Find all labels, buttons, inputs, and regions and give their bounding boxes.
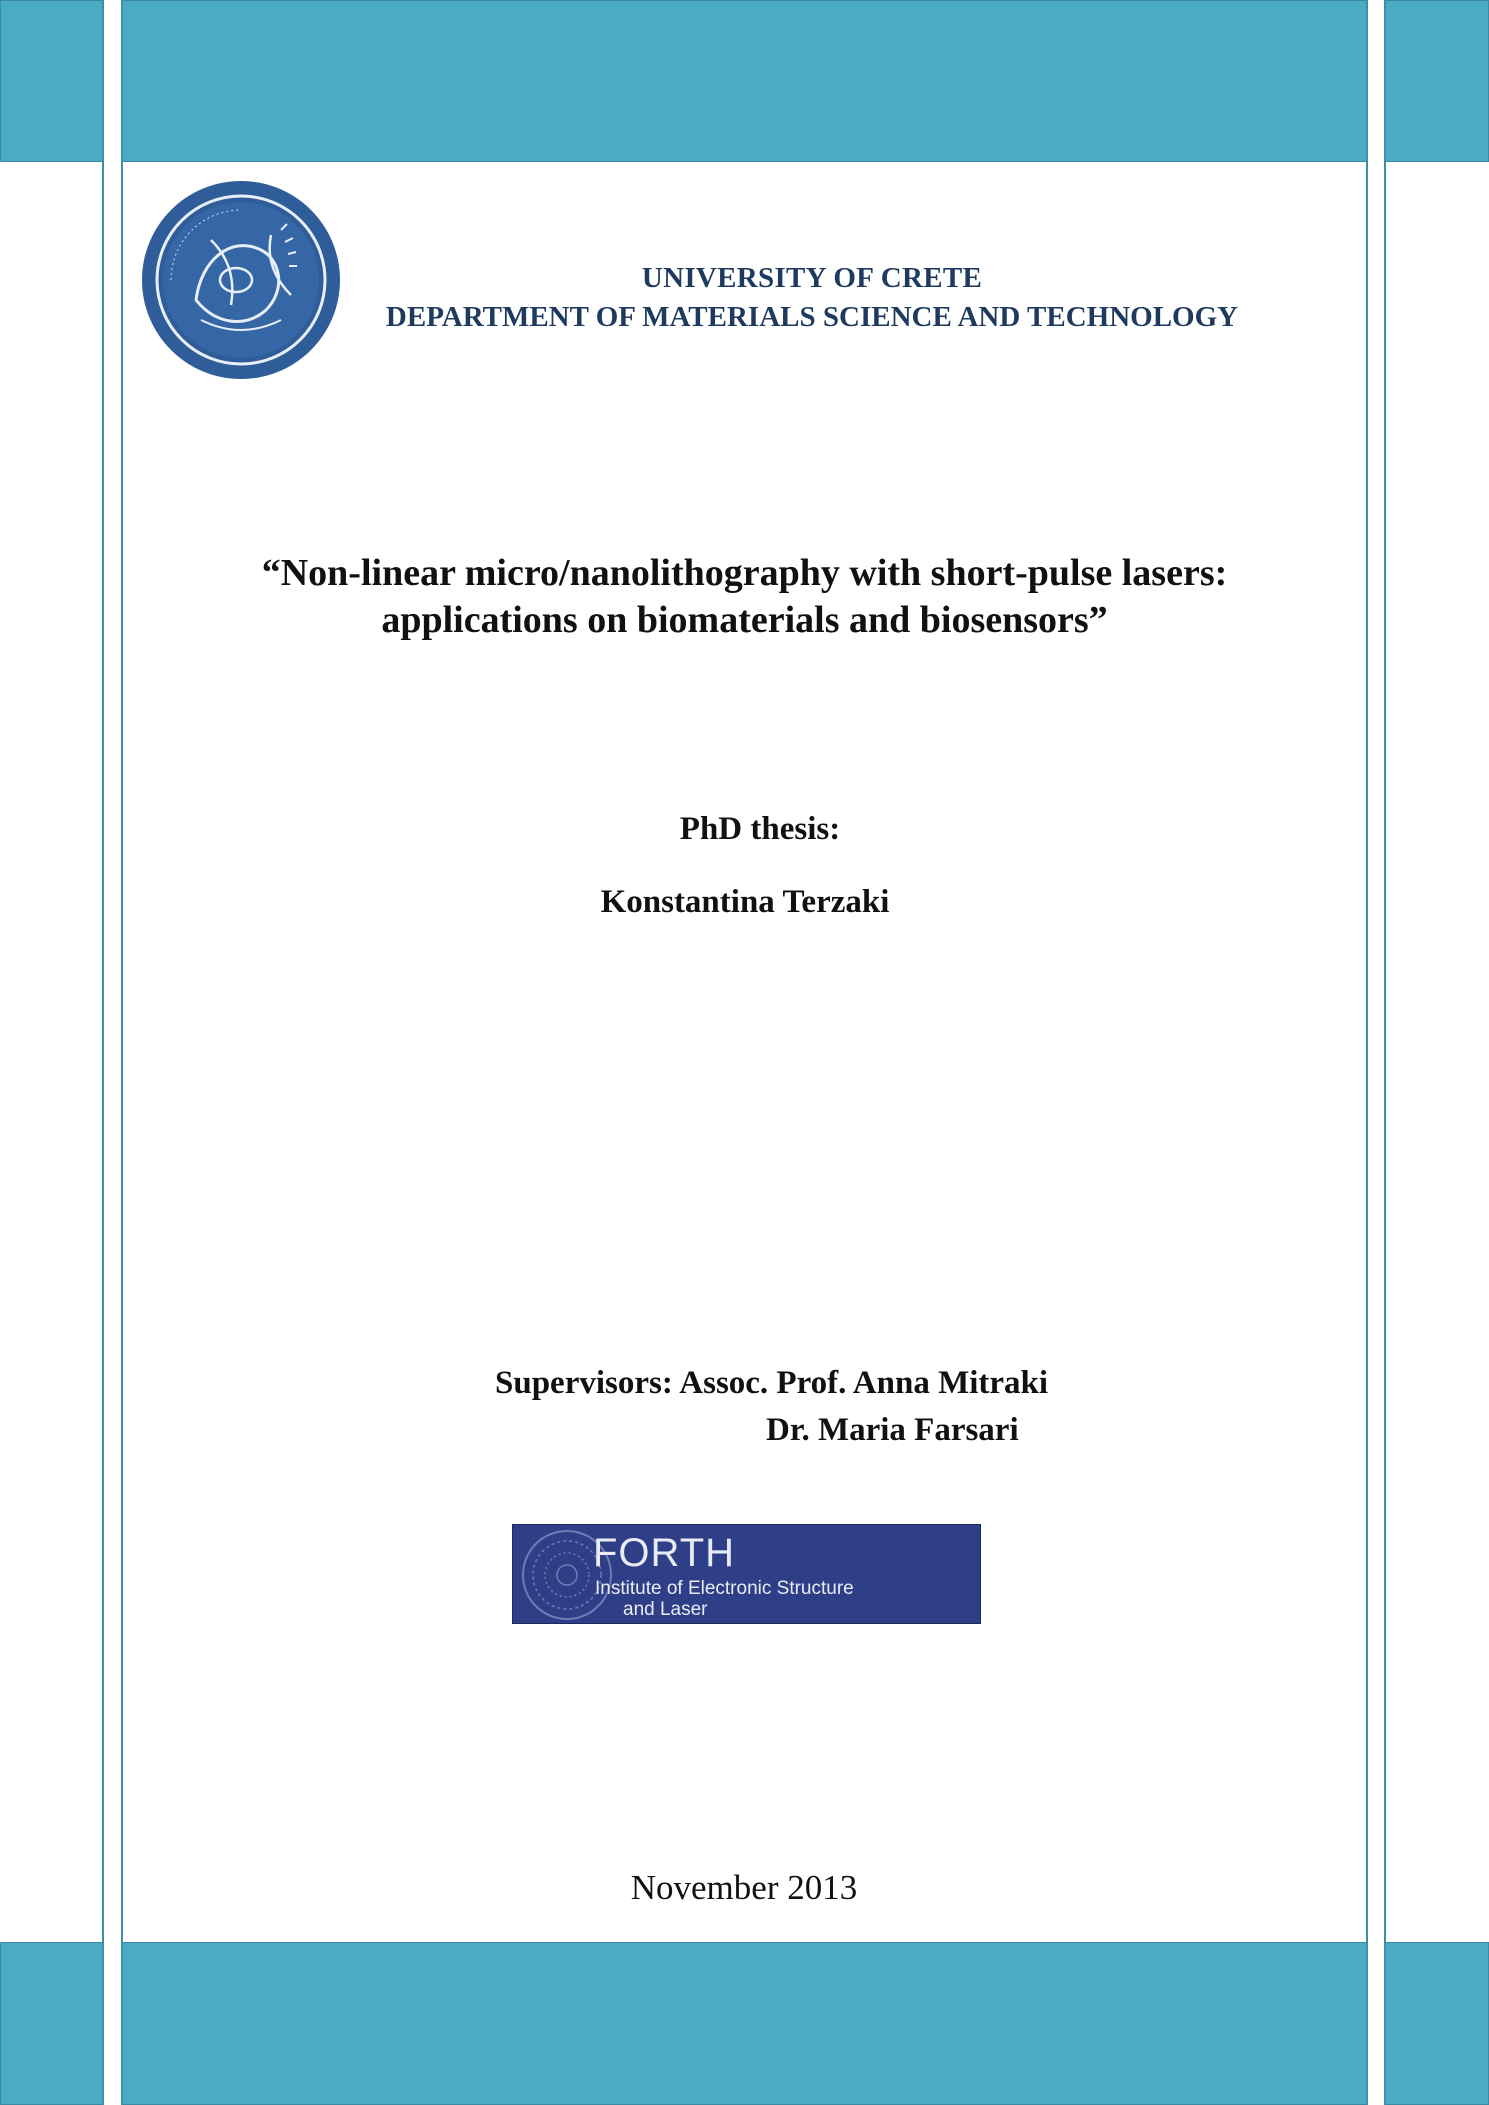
bottom-band-center [122, 1942, 1367, 2105]
supervisor-line-2: Dr. Maria Farsari [766, 1412, 1019, 1448]
forth-logo-subtitle-line-1: Institute of Electronic Structure [595, 1578, 854, 1599]
supervisors-block [495, 1360, 1048, 1454]
thesis-title-line-2: applications on biomaterials and biosensors” [381, 599, 1108, 641]
top-band-left [0, 0, 104, 162]
forth-institute-logo [512, 1524, 981, 1624]
top-band-center [122, 0, 1367, 162]
frame-rule-left-inner [121, 0, 123, 2105]
submission-date: November 2013 [630, 1868, 858, 1907]
university-name: UNIVERSITY OF CRETE [641, 262, 983, 294]
frame-rule-right-outer [1384, 0, 1386, 2105]
bottom-band-left [0, 1942, 104, 2105]
top-band-right [1384, 0, 1489, 162]
forth-logo-name: FORTH [593, 1531, 736, 1575]
frame-rule-right-inner [1366, 0, 1368, 2105]
thesis-title-line-1: “Non-linear micro/nanolithography with short-pulse lasers: [261, 552, 1228, 594]
thesis-type-label: PhD thesis: [679, 811, 841, 847]
thesis-title [200, 550, 1289, 644]
bottom-band-right [1384, 1942, 1489, 2105]
forth-logo-subtitle-line-2: and Laser [623, 1599, 708, 1620]
author-name: Konstantina Terzaki [600, 884, 890, 920]
department-name: DEPARTMENT OF MATERIALS SCIENCE AND TECHNOLOGY [385, 301, 1239, 333]
university-seal-icon [141, 180, 341, 380]
supervisor-line-1: Supervisors: Assoc. Prof. Anna Mitraki [495, 1365, 1049, 1401]
frame-rule-left-outer [102, 0, 104, 2105]
